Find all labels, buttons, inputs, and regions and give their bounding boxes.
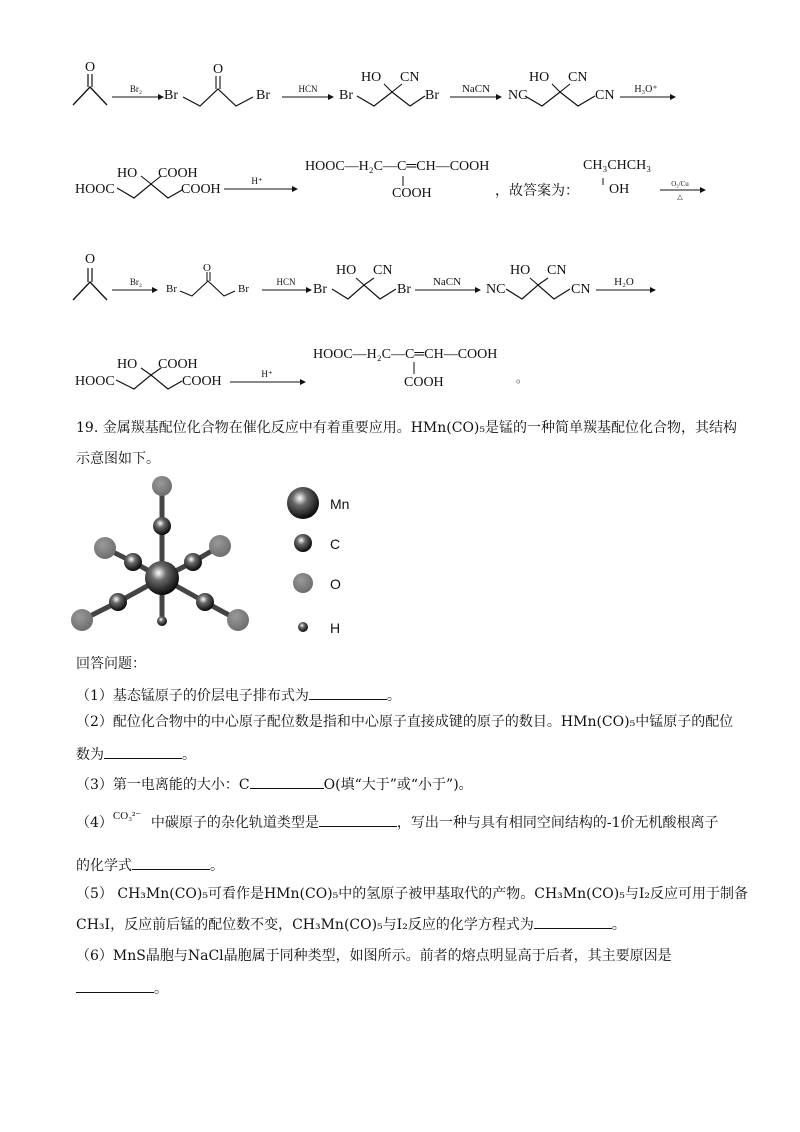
br-right-2: Br bbox=[425, 88, 439, 103]
oxygen-atom bbox=[152, 476, 172, 496]
legend-o-label: O bbox=[330, 576, 341, 592]
q5-answer-blank[interactable] bbox=[534, 914, 612, 929]
q4-line2-text: 的化学式 bbox=[76, 858, 132, 874]
reagent-hcn-2: HCN bbox=[276, 277, 296, 287]
scheme2-row2-bonds bbox=[0, 0, 800, 400]
q5-end: 。 bbox=[611, 917, 626, 933]
question-intro-line1: 19. 金属羰基配位化合物在催化反应中有着重要应用。HMn(CO)₅是锰的一种简单羰基配位化合物，其结构 bbox=[76, 420, 737, 436]
legend-o-symbol bbox=[293, 573, 313, 593]
question-1 bbox=[76, 685, 401, 706]
br-right: Br bbox=[256, 88, 270, 103]
q1-end: 。 bbox=[386, 688, 401, 704]
ho-label-3: HO bbox=[117, 166, 138, 181]
question-5-line1: （5） CH₃Mn(CO)₅可看作是HMn(CO)₅中的氢原子被甲基取代的产物。CH₃Mn(CO)₅与I₂反应可用于制备 bbox=[76, 886, 749, 902]
ho-label-4: HO bbox=[336, 263, 357, 278]
carbon-atom bbox=[153, 517, 171, 535]
hydrogen-atom bbox=[157, 616, 167, 626]
carbon-atom bbox=[184, 553, 202, 571]
q5-line2-text: CH₃I，反应前后锰的配位数不变，CH₃Mn(CO)₅与I₂反应的化学方程式为 bbox=[76, 917, 534, 933]
reagent-h3o: H₃O⁺ bbox=[634, 84, 658, 95]
oxygen-atom bbox=[71, 609, 93, 631]
reagent-h2o: H₂O bbox=[614, 276, 634, 288]
question-3 bbox=[76, 774, 473, 795]
cooh-top-2: COOH bbox=[158, 357, 198, 372]
cn-label-5: CN bbox=[547, 263, 567, 278]
ketone-o-2: O bbox=[213, 62, 224, 77]
question-intro-line2: 示意图如下。 bbox=[76, 451, 160, 467]
ho-label-5: HO bbox=[510, 263, 531, 278]
oxygen-atom bbox=[209, 535, 231, 557]
reagent-hcn: HCN bbox=[298, 84, 318, 94]
q4-answer-blank-2[interactable] bbox=[132, 855, 210, 870]
cn-label-4: CN bbox=[373, 263, 393, 278]
carbon-atom bbox=[124, 553, 142, 571]
isopropanol-oh: OH bbox=[609, 182, 630, 197]
question-2-line2 bbox=[76, 744, 196, 765]
legend-h-label: H bbox=[330, 620, 341, 636]
legend-c-label: C bbox=[330, 536, 341, 552]
carbon-atom bbox=[196, 593, 214, 611]
cn-right: CN bbox=[595, 88, 615, 103]
carbon-atom bbox=[109, 593, 127, 611]
reagent-heat: △ bbox=[677, 193, 683, 201]
atom-legend-symbols bbox=[280, 482, 320, 642]
answer-text: ，故答案为： bbox=[495, 183, 579, 199]
hooc-left-2: HOOC bbox=[75, 374, 115, 389]
legend-mn-label: Mn bbox=[330, 496, 350, 512]
legend-mn-symbol bbox=[287, 487, 319, 519]
question-6-line1: （6）MnS晶胞与NaCl晶胞属于同种类型，如图所示。前者的熔点明显高于后者，其主要原因是 bbox=[76, 948, 672, 964]
ho-label: HO bbox=[361, 70, 382, 85]
cooh-right: COOH bbox=[181, 182, 221, 197]
q1-answer-blank[interactable] bbox=[309, 685, 387, 700]
aconitic-cooh-2: COOH bbox=[404, 375, 444, 390]
question-5-line2 bbox=[76, 914, 626, 935]
br-left-4: Br bbox=[313, 282, 327, 297]
q3-end: O(填“大于”或“小于”)。 bbox=[323, 777, 473, 793]
aconitic-acid: HOOC—H₂C—C═CH—COOH bbox=[305, 159, 490, 174]
q2-text: 数为 bbox=[76, 747, 104, 763]
reagent-h: H⁺ bbox=[251, 176, 263, 186]
reagent-h-2: H⁺ bbox=[261, 369, 273, 379]
q4-prefix: （4） bbox=[76, 815, 113, 831]
q2-end: 。 bbox=[182, 747, 196, 763]
ho-label-2: HO bbox=[529, 70, 550, 85]
legend-c-symbol bbox=[294, 534, 312, 552]
q3-text: （3）第一电离能的大小：C bbox=[76, 777, 250, 793]
reagent-br2-2: Br₂ bbox=[129, 277, 143, 287]
question-6-line2 bbox=[76, 978, 168, 999]
nc-label-2: NC bbox=[486, 282, 506, 297]
question-4-line1 bbox=[76, 812, 719, 834]
legend-h-symbol bbox=[298, 622, 308, 632]
question-4-line2 bbox=[76, 855, 224, 876]
reagent-nacn-2: NaCN bbox=[432, 276, 462, 288]
q3-answer-blank[interactable] bbox=[250, 774, 324, 789]
nc-label: NC bbox=[508, 88, 528, 103]
br-right-3: Br bbox=[238, 283, 249, 295]
q4-mid: 中碳原子的杂化轨道类型是 bbox=[150, 815, 319, 831]
ketone-o: O bbox=[85, 60, 96, 75]
br-left-2: Br bbox=[339, 88, 353, 103]
q4-end: ，写出一种与具有相同空间结构的-1价无机酸根离子 bbox=[396, 815, 719, 831]
isopropanol: CH₃CHCH₃ bbox=[583, 158, 652, 173]
aconitic-acid-2: HOOC—H₂C—C═CH—COOH bbox=[313, 347, 498, 362]
reagent-nacn: NaCN bbox=[461, 83, 491, 95]
cn-right-2: CN bbox=[571, 282, 591, 297]
ho-label-6: HO bbox=[117, 357, 138, 372]
cooh-top: COOH bbox=[158, 166, 198, 181]
oxygen-atom bbox=[94, 537, 116, 559]
scheme-period: 。 bbox=[516, 371, 529, 385]
manganese-atom bbox=[145, 561, 179, 595]
q6-end: 。 bbox=[154, 981, 168, 997]
cooh-right-2: COOH bbox=[182, 374, 222, 389]
q4-carbonate-ion: CO₃²⁻ bbox=[112, 810, 142, 822]
q2-answer-blank[interactable] bbox=[104, 744, 182, 759]
ketone-o-3: O bbox=[85, 252, 96, 267]
reagent-o2cu: O₂/Cu bbox=[671, 180, 689, 188]
q1-text: （1）基态锰原子的价层电子排布式为 bbox=[76, 688, 309, 704]
q6-answer-blank[interactable] bbox=[76, 978, 154, 993]
aconitic-cooh: COOH bbox=[392, 186, 432, 201]
question-2-line1: （2）配位化合物中的中心原子配位数是指和中心原子直接成键的原子的数目。HMn(CO)₅中锰原子的配位 bbox=[76, 714, 734, 730]
br-left-3: Br bbox=[166, 283, 177, 295]
q4-line2-end: 。 bbox=[210, 858, 224, 874]
hmnco5-structure-diagram bbox=[60, 470, 260, 640]
cn-label: CN bbox=[400, 70, 420, 85]
cn-label-2: CN bbox=[568, 70, 588, 85]
q4-answer-blank-1[interactable] bbox=[319, 812, 397, 827]
br-right-4: Br bbox=[397, 282, 411, 297]
br-left: Br bbox=[164, 88, 178, 103]
reagent-br2: Br₂ bbox=[129, 84, 143, 94]
hooc-left: HOOC bbox=[75, 182, 115, 197]
answer-prompt: 回答问题： bbox=[76, 656, 146, 672]
ketone-o-4: O bbox=[203, 262, 211, 274]
oxygen-atom bbox=[227, 609, 249, 631]
